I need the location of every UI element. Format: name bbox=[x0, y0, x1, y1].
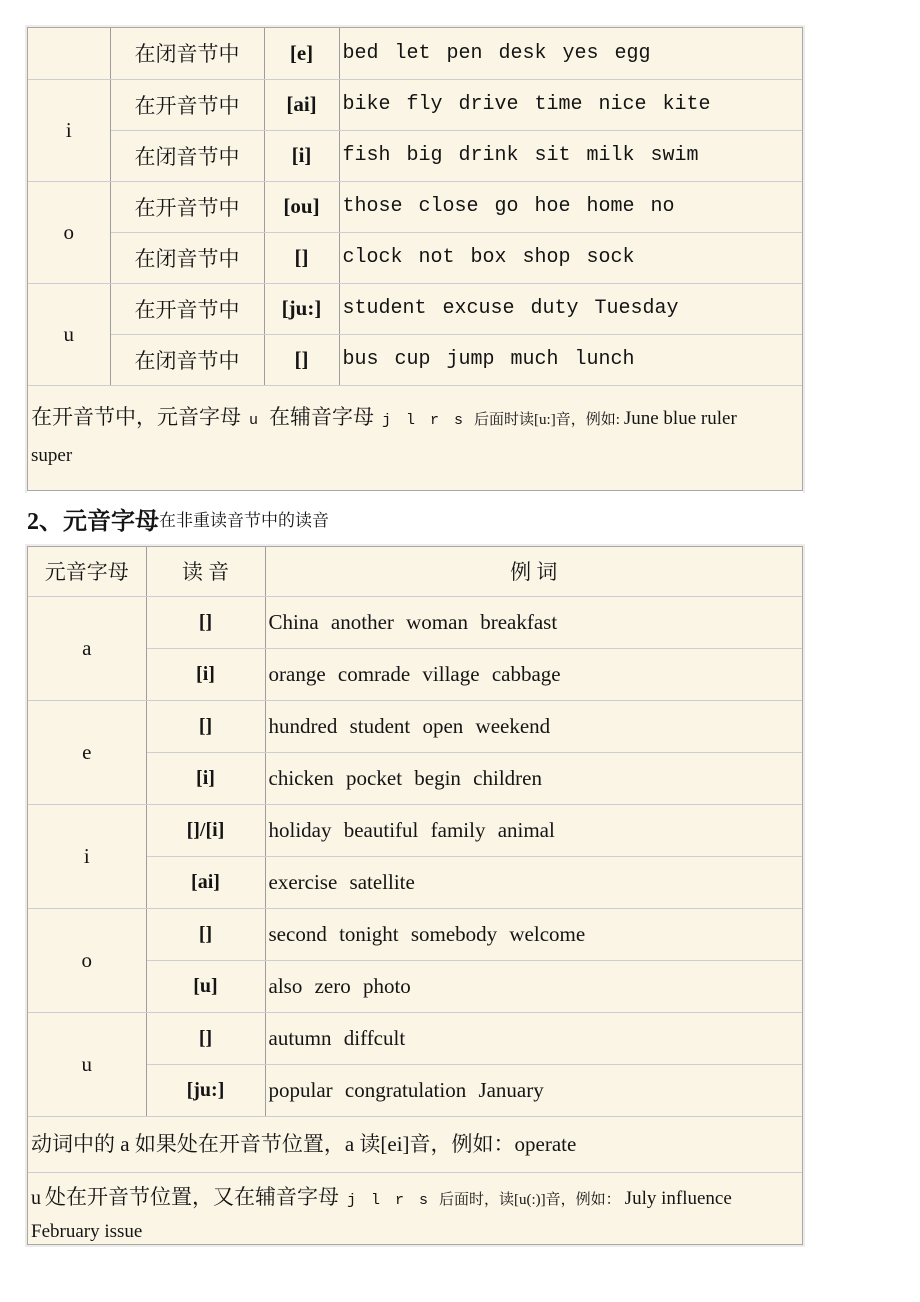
section-heading-text: 在非重读音节中的读音 bbox=[159, 510, 329, 530]
section-heading-number: 2、元音字母 bbox=[27, 508, 159, 535]
examples-cell: hundred student open weekend bbox=[265, 701, 802, 753]
document-page bbox=[27, 27, 803, 1245]
syllable-context-cell: 在闭音节中 bbox=[110, 334, 264, 385]
table-row bbox=[28, 701, 802, 753]
table-row bbox=[28, 597, 802, 649]
examples-cell: fish big drink sit milk swim bbox=[339, 130, 802, 181]
note-text-part: 在辅音字母 bbox=[269, 404, 375, 429]
table-row bbox=[28, 334, 802, 385]
vowel-cell bbox=[28, 28, 110, 79]
examples-cell: bed let pen desk yes egg bbox=[339, 28, 802, 79]
phonetic-cell: [i] bbox=[146, 649, 265, 701]
stressed-syllable-block bbox=[27, 27, 803, 491]
table-row bbox=[28, 181, 802, 232]
phonetic-cell: [] bbox=[146, 597, 265, 649]
vowel-cell: i bbox=[28, 79, 110, 181]
syllable-context-cell: 在开音节中 bbox=[110, 283, 264, 334]
syllable-context-cell: 在闭音节中 bbox=[110, 232, 264, 283]
unstressed-syllable-table bbox=[28, 547, 802, 1118]
examples-cell: those close go hoe home no bbox=[339, 181, 802, 232]
phonetic-cell: [u] bbox=[146, 961, 265, 1013]
note-example-words: February issue bbox=[31, 1221, 143, 1242]
header-examples: 例 词 bbox=[265, 547, 802, 597]
vowel-cell: o bbox=[28, 181, 110, 283]
examples-cell: clock not box shop sock bbox=[339, 232, 802, 283]
note-verb-a: 动词中的 a 如果处在开音节位置，a 读[ei]音，例如：operate bbox=[31, 1132, 577, 1156]
vowel-cell: e bbox=[28, 701, 146, 805]
note-u-open-position bbox=[28, 1172, 802, 1244]
table-row bbox=[28, 283, 802, 334]
table-row bbox=[28, 805, 802, 857]
vowel-cell: a bbox=[28, 597, 146, 701]
note-line bbox=[31, 398, 799, 440]
syllable-context-cell: 在开音节中 bbox=[110, 181, 264, 232]
phonetic-cell: [ou] bbox=[264, 181, 339, 232]
examples-cell: student excuse duty Tuesday bbox=[339, 283, 802, 334]
vowel-cell: u bbox=[28, 283, 110, 385]
examples-cell: popular congratulation January bbox=[265, 1065, 802, 1117]
syllable-context-cell: 在闭音节中 bbox=[110, 28, 264, 79]
phonetic-cell: [] bbox=[264, 334, 339, 385]
examples-cell: chicken pocket begin children bbox=[265, 753, 802, 805]
vowel-cell: o bbox=[28, 909, 146, 1013]
note-text-part: u bbox=[31, 1187, 41, 1209]
section-heading bbox=[27, 491, 803, 546]
vowel-cell: i bbox=[28, 805, 146, 909]
phonetic-cell: [i] bbox=[264, 130, 339, 181]
phonetic-cell: [] bbox=[146, 909, 265, 961]
examples-cell: exercise satellite bbox=[265, 857, 802, 909]
note-line bbox=[31, 1181, 799, 1217]
note-text-part: j l r s bbox=[382, 411, 467, 429]
table-row bbox=[28, 130, 802, 181]
note-text-part: 在开音节中，元音字母 bbox=[31, 404, 241, 429]
table-row bbox=[28, 1013, 802, 1065]
note-example-words: July influence bbox=[624, 1188, 732, 1209]
phonetic-cell: [] bbox=[146, 701, 265, 753]
phonetic-cell: [i] bbox=[146, 753, 265, 805]
table-header-row bbox=[28, 547, 802, 597]
unstressed-syllable-block bbox=[27, 546, 803, 1246]
table-row bbox=[28, 28, 802, 79]
examples-cell: autumn diffcult bbox=[265, 1013, 802, 1065]
table-row bbox=[28, 909, 802, 961]
vowel-cell: u bbox=[28, 1013, 146, 1117]
phonetic-cell: [] bbox=[264, 232, 339, 283]
note-line bbox=[31, 1217, 799, 1247]
note-text-part: j l r s bbox=[347, 1192, 432, 1209]
examples-cell: bike fly drive time nice kite bbox=[339, 79, 802, 130]
note-text-part: 后面时读[u:]音，例如: bbox=[474, 411, 620, 428]
syllable-context-cell: 在闭音节中 bbox=[110, 130, 264, 181]
phonetic-cell: []/[i] bbox=[146, 805, 265, 857]
table-row bbox=[28, 79, 802, 130]
note-example-words: June blue ruler bbox=[623, 407, 737, 429]
syllable-context-cell: 在开音节中 bbox=[110, 79, 264, 130]
note-line bbox=[31, 440, 799, 472]
examples-cell: bus cup jump much lunch bbox=[339, 334, 802, 385]
note-text-part: u bbox=[249, 411, 262, 429]
phonetic-cell: [ju:] bbox=[264, 283, 339, 334]
note-u-open-syllable bbox=[28, 386, 802, 490]
phonetic-cell: [ai] bbox=[264, 79, 339, 130]
phonetic-cell: [] bbox=[146, 1013, 265, 1065]
table-row bbox=[28, 232, 802, 283]
examples-cell: China another woman breakfast bbox=[265, 597, 802, 649]
stressed-syllable-table bbox=[28, 28, 802, 386]
examples-cell: holiday beautiful family animal bbox=[265, 805, 802, 857]
header-vowel: 元音字母 bbox=[28, 547, 146, 597]
phonetic-cell: [e] bbox=[264, 28, 339, 79]
note-example-words: super bbox=[31, 444, 73, 466]
examples-cell: also zero photo bbox=[265, 961, 802, 1013]
examples-cell: second tonight somebody welcome bbox=[265, 909, 802, 961]
examples-cell: orange comrade village cabbage bbox=[265, 649, 802, 701]
header-sound: 读 音 bbox=[146, 547, 265, 597]
note-text-part: 后面时，读[u(:)]音，例如： bbox=[439, 1192, 621, 1208]
phonetic-cell: [ju:] bbox=[146, 1065, 265, 1117]
phonetic-cell: [ai] bbox=[146, 857, 265, 909]
note-text-part: 处在开音节位置，又在辅音字母 bbox=[45, 1185, 339, 1209]
